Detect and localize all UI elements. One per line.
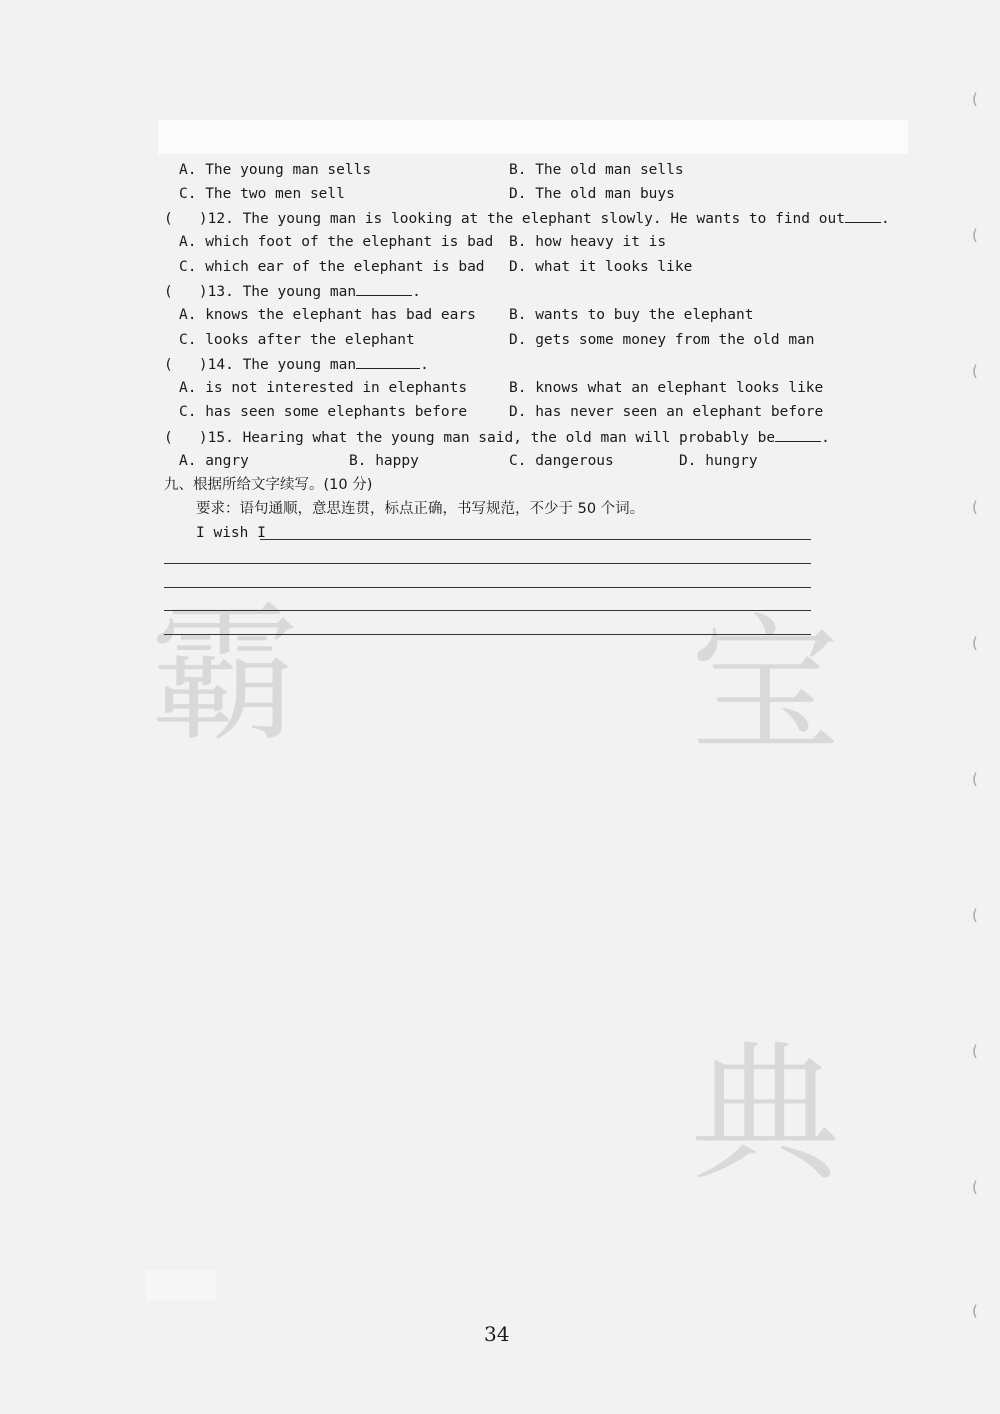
question-13 — [164, 282, 421, 301]
option-12a: A. which foot of the elephant is bad — [179, 234, 494, 250]
binder-hole-icon: ( — [972, 90, 978, 108]
option-13a: A. knows the elephant has bad ears — [179, 307, 476, 323]
binder-hole-icon: ( — [972, 1042, 978, 1060]
stem-end: . — [420, 357, 429, 373]
binder-hole-icon: ( — [972, 770, 978, 788]
stem-end: . — [880, 211, 890, 227]
writing-line-4[interactable] — [164, 610, 811, 611]
answer-blank[interactable] — [845, 209, 881, 223]
option-14a: A. is not interested in elephants — [179, 380, 468, 396]
question-stem: 13. The young man — [207, 284, 357, 300]
scan-smudge — [146, 1270, 216, 1300]
answer-blank[interactable] — [775, 428, 821, 442]
option-15a: A. angry — [179, 453, 249, 469]
option-15d: D. hungry — [679, 453, 758, 469]
watermark-char-2: 宝 — [690, 600, 841, 774]
watermark-char-1: 霸 — [150, 588, 301, 762]
writing-prompt: I wish I — [196, 525, 266, 541]
question-stem: 15. Hearing what the young man said, the old man will probably be — [207, 430, 776, 446]
answer-paren[interactable]: ( ) — [164, 357, 208, 373]
writing-line-2[interactable] — [164, 563, 811, 564]
binder-hole-icon: ( — [972, 634, 978, 652]
binder-hole-icon: ( — [972, 498, 978, 516]
page-number: 34 — [484, 1322, 510, 1346]
header-band — [158, 120, 908, 154]
option-14d: D. has never seen an elephant before — [509, 404, 824, 420]
option-15b: B. happy — [349, 453, 419, 469]
answer-paren[interactable]: ( ) — [164, 284, 208, 300]
writing-line-3[interactable] — [164, 587, 811, 588]
option-11d: D. The old man buys — [509, 186, 675, 202]
writing-line-1[interactable] — [260, 539, 811, 540]
option-14c: C. has seen some elephants before — [179, 404, 468, 420]
option-14b: B. knows what an elephant looks like — [509, 380, 824, 396]
section-heading: 九、根据所给文字续写。(10 分) — [164, 477, 373, 493]
option-11b: B. The old man sells — [509, 162, 684, 178]
answer-blank[interactable] — [356, 282, 412, 296]
question-14 — [164, 355, 429, 374]
binder-hole-icon: ( — [972, 226, 978, 244]
answer-paren[interactable]: ( ) — [164, 211, 208, 227]
binder-hole-icon: ( — [972, 362, 978, 380]
option-13b: B. wants to buy the elephant — [509, 307, 754, 323]
section-requirement: 要求：语句通顺，意思连贯，标点正确，书写规范，不少于 50 个词。 — [196, 501, 645, 517]
option-13c: C. looks after the elephant — [179, 332, 415, 348]
answer-blank[interactable] — [356, 355, 420, 369]
answer-paren[interactable]: ( ) — [164, 430, 208, 446]
question-stem: 12. The young man is looking at the elephant slowly. He wants to find out — [207, 211, 845, 227]
binder-hole-icon: ( — [972, 1302, 978, 1320]
option-13d: D. gets some money from the old man — [509, 332, 815, 348]
option-12b: B. how heavy it is — [509, 234, 667, 250]
stem-end: . — [821, 430, 830, 446]
watermark-char-3: 典 — [690, 1028, 841, 1202]
question-stem: 14. The young man — [207, 357, 357, 373]
question-15 — [164, 428, 830, 447]
option-15c: C. dangerous — [509, 453, 614, 469]
question-12 — [164, 209, 890, 228]
stem-end: . — [412, 284, 421, 300]
option-12c: C. which ear of the elephant is bad — [179, 259, 485, 275]
writing-line-5[interactable] — [164, 634, 811, 635]
option-11c: C. The two men sell — [179, 186, 345, 202]
binder-hole-icon: ( — [972, 1178, 978, 1196]
binder-hole-icon: ( — [972, 906, 978, 924]
option-12d: D. what it looks like — [509, 259, 693, 275]
option-11a: A. The young man sells — [179, 162, 372, 178]
